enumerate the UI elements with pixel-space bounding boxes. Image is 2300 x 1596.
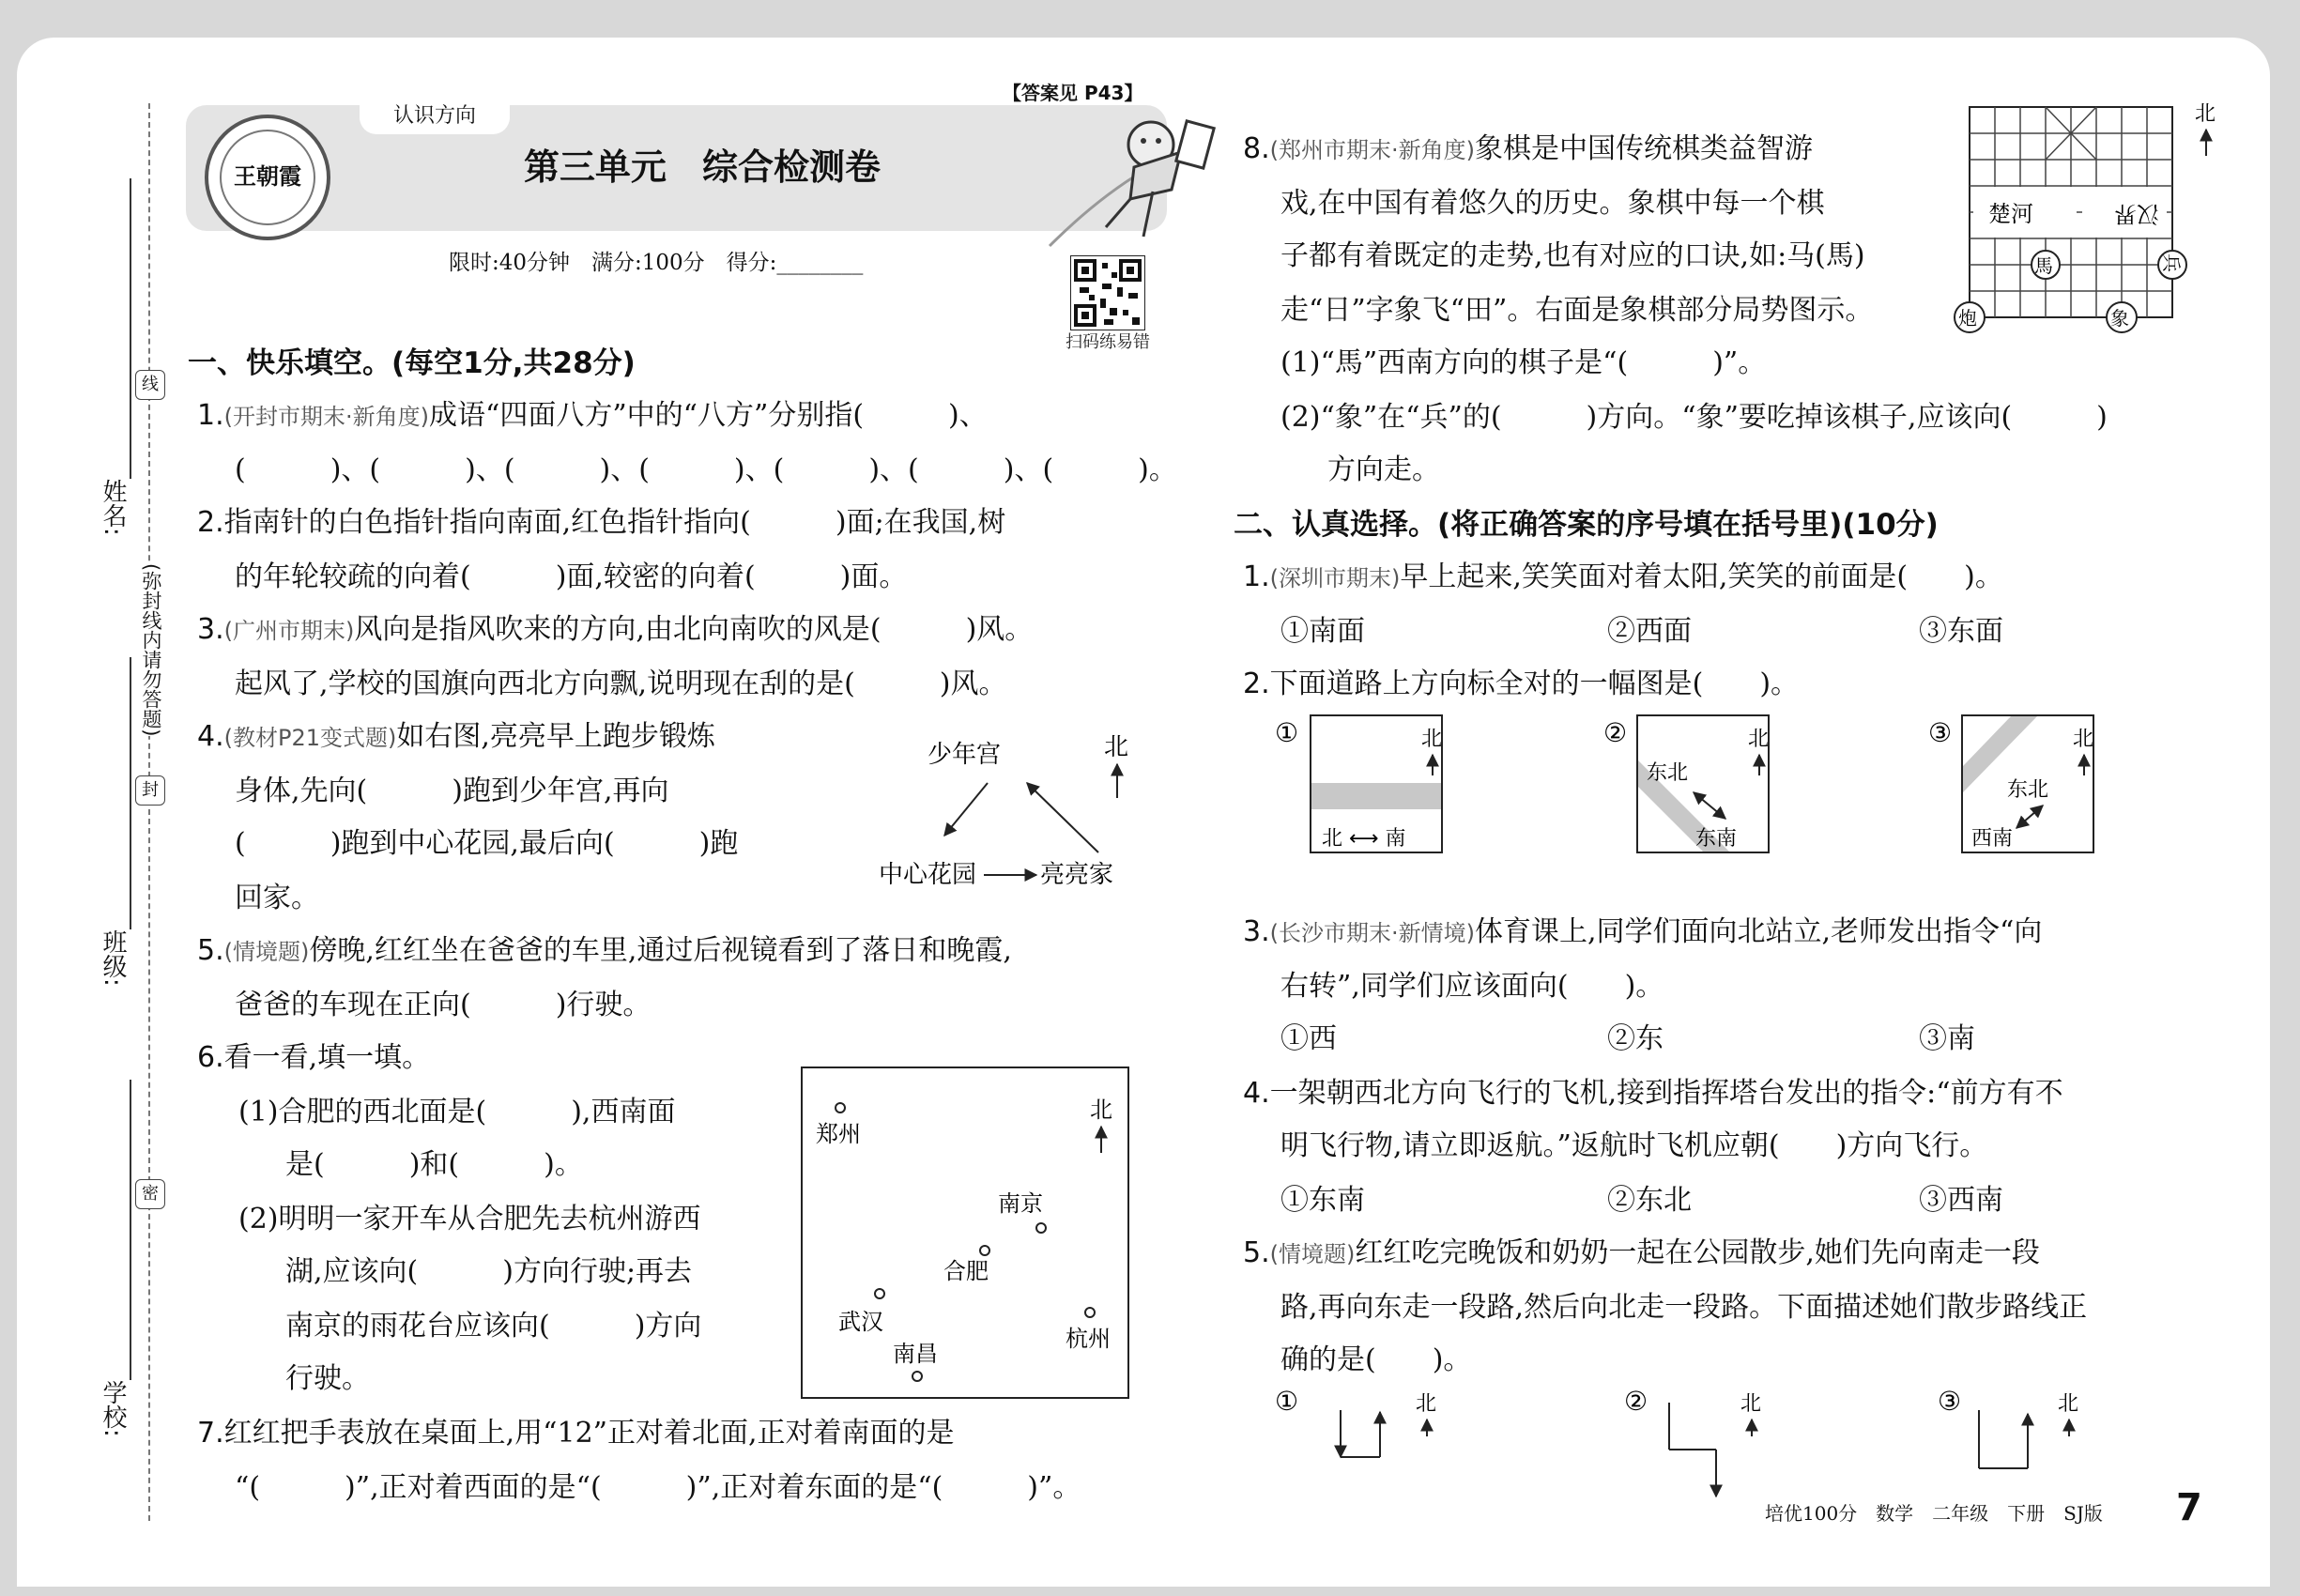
q3-line2: 起风了,学校的国旗向西北方向飘,说明现在刮的是( )风。 [235,668,1007,700]
q5 [197,924,1012,979]
name-underline [130,178,131,479]
q6-part1a: (1)合肥的西北面是( ),西南面 [238,1096,676,1128]
c4-option-2: ②东北 [1607,1184,1692,1217]
q6-part2a: (2)明明一家开车从合肥先去杭州游西 [238,1203,701,1235]
c3-option-2: ②东 [1607,1022,1664,1055]
q8-part2a: (2)“象”在“兵”的( )方向。“象”要吃掉该棋子,应该向( ) [1280,401,2108,434]
city-wuhan: 武汉 [838,1309,883,1335]
q4-source: (教材P21变式题) [223,725,397,751]
c4 [1243,1067,2063,1121]
q4-number: 4. [197,720,224,753]
q6-part2d: 行驶。 [285,1362,370,1395]
secret-char: 密 [135,1179,165,1209]
c3 [1243,905,2042,960]
c3-line1: 体育课上,同学们面向北站立,老师发出指令“向 [1474,915,2043,948]
footer-info: 培优100分 数学 二年级 下册 SJ版 [1765,1502,2103,1525]
exam-meta: 限时:40分钟 满分:100分 得分:________ [449,251,864,275]
c3-option-3: ③南 [1919,1022,1975,1055]
c5-source: (情境题) [1269,1241,1356,1267]
q6-part1b: 是( )和( )。 [285,1148,583,1181]
q2 [197,496,1005,550]
q8-number: 8. [1243,132,1270,165]
route-home-to-palace [1027,783,1098,852]
q6-city-map [801,1067,1129,1399]
city-zhengzhou: 郑州 [816,1121,861,1147]
q3-source: (广州市期末) [223,618,355,644]
q8-line4: 走“日”字象飞“田”。右面是象棋部分局势图示。 [1280,294,1874,327]
c4-line2: 明飞行物,请立即返航。”返航时飞机应朝( )方向飞行。 [1280,1129,1988,1162]
q3-number: 3. [197,613,224,646]
north-label: 北 [1104,733,1129,761]
c2-road-figures [1275,708,2120,896]
school-label: 学校: [99,1380,127,1437]
c5-fig1-north: 北 [1416,1392,1437,1416]
q1-line2: ( )、( )、( )、( )、( )、( )、( )。 [235,453,1177,486]
answer-reference: 【答案见 P43】 [1003,82,1143,104]
q8-line3: 子都有着既定的走势,也有对应的口诀,如:马(馬) [1280,239,1865,272]
q4-line3: ( )跑到中心花园,最后向( )跑 [235,827,739,860]
q4-route-diagram [852,695,1172,911]
q7-line2: “( )”,正对着西面的是“( )”,正对着东面的是“( )”。 [235,1471,1081,1504]
q5-number: 5. [197,934,224,967]
page-number: 7 [2176,1486,2202,1529]
c3-option-1: ①西 [1280,1022,1337,1055]
no-answer-note: (弥封线内请勿答题) [133,563,165,736]
q5-line2: 爸爸的车现在正向( )行驶。 [235,989,652,1021]
c2-fig2-dongbei: 东北 [1647,761,1689,785]
c2-fig3-north: 北 [2073,728,2094,751]
q1-line1: 成语“四面八方”中的“八方”分别指( )、 [428,399,988,432]
c5 [1243,1226,2040,1281]
seal-char: 封 [135,775,165,806]
c3-line2: 右转”,同学们应该面向( )。 [1280,970,1664,1003]
route-palace-to-garden [944,783,988,836]
c1-source: (深圳市期末) [1269,565,1401,591]
c1-line1: 早上起来,笑笑面对着太阳,笑笑的前面是( )。 [1400,560,2003,593]
q4-line4: 回家。 [235,882,319,914]
c2-fig1-bei-nan: 北 ⟷ 南 [1322,827,1406,851]
q3-line1: 风向是指风吹来的方向,由北向南吹的风是( )风。 [354,613,1034,646]
unit-tab: 认识方向 [360,99,510,134]
c2-fig1-number: ① [1275,717,1299,748]
section-1-title: 一、快乐填空。(每空1分,共28分) [188,346,636,380]
q2-line2: 的年轮较疏的向着( )面,较密的向着( )面。 [235,560,908,593]
c3-source: (长沙市期末·新情境) [1269,920,1475,946]
c5-fig1-number: ① [1275,1386,1299,1417]
c4-line1: 一架朝西北方向飞行的飞机,接到指挥塔台发出的指令:“前方有不 [1269,1077,2063,1110]
c1-option-3: ③东面 [1919,615,2003,648]
q7-number: 7. [197,1417,224,1450]
city-hangzhou: 杭州 [1066,1326,1111,1352]
binding-line [148,103,150,1521]
c5-number: 5. [1243,1236,1270,1269]
q6-number: 6. [197,1041,224,1074]
c3-number: 3. [1243,915,1270,948]
q8-source: (郑州市期末·新角度) [1269,137,1475,163]
q5-line1: 傍晚,红红坐在爸爸的车里,通过后视镜看到了落日和晚霞, [309,934,1012,967]
map-north-label: 北 [1090,1097,1112,1123]
q6-part2b: 湖,应该向( )方向行驶;再去 [285,1255,693,1288]
name-label: 姓名: [99,479,127,536]
c1-number: 1. [1243,560,1270,593]
c2-fig2-north: 北 [1748,728,1770,751]
q1 [197,389,988,444]
c5-line3: 确的是( )。 [1280,1343,1472,1376]
school-underline [130,1080,131,1380]
c2-fig1-north: 北 [1421,728,1443,751]
worksheet-page [17,38,2270,1587]
c5-fig2-north: 北 [1740,1392,1762,1416]
c5-route-figures [1275,1382,2120,1513]
chess-board-diagram [1941,98,2223,389]
line-char: 线 [135,370,165,400]
c1-option-2: ②西面 [1607,615,1692,648]
c1 [1243,550,2003,606]
q4 [197,710,715,765]
q7-line1: 红红把手表放在桌面上,用“12”正对着北面,正对着南面的是 [223,1417,955,1450]
q4-line1: 如右图,亮亮早上跑步锻炼 [396,720,715,753]
c2-fig2-number: ② [1603,717,1628,748]
c2-number: 2. [1243,668,1270,700]
q1-source: (开封市期末·新角度) [223,404,429,430]
c2-fig3-dongbei: 东北 [2007,778,2049,802]
q6 [197,1031,430,1085]
chess-north-label: 北 [2195,102,2216,126]
c4-number: 4. [1243,1077,1270,1110]
river-label-han: 汉界 [2114,201,2159,227]
c2-fig3-xinan: 西南 [1971,827,2014,851]
piece-cannon-label: 炮 [1958,307,1977,330]
q6-line1: 看一看,填一填。 [223,1041,431,1074]
class-underline [130,657,131,929]
q2-number: 2. [197,506,224,539]
c2-line1: 下面道路上方向标全对的一幅图是( )。 [1269,668,1800,700]
qr-code-icon [1070,255,1145,330]
river-label-chu: 楚河 [1988,201,2033,227]
c1-option-1: ①南面 [1280,615,1365,648]
piece-soldier-label: 兵 [2160,253,2183,272]
c5-fig3-number: ③ [1938,1386,1962,1417]
q8-part2b: 方向走。 [1327,453,1440,486]
q7 [197,1406,955,1461]
q8-line1: 象棋是中国传统棋类益智游 [1474,132,1813,165]
label-home: 亮亮家 [1040,861,1114,889]
q4-line2: 身体,先向( )跑到少年宫,再向 [235,775,669,807]
piece-horse-label: 馬 [2034,254,2053,277]
label-palace: 少年宫 [928,741,1002,769]
city-nanjing: 南京 [998,1190,1043,1217]
class-label: 班级: [99,929,127,987]
c2 [1243,657,1799,712]
q1-number: 1. [197,399,224,432]
c2-fig2-dongnan: 东南 [1695,827,1738,851]
q2-line1: 指南针的白色指针指向南面,红色指针指向( )面;在我国,树 [223,506,1006,539]
q8 [1243,122,1813,177]
section-2-title: 二、认真选择。(将正确答案的序号填在括号里)(10分) [1234,508,1939,542]
q3 [197,603,1033,658]
c4-option-3: ③西南 [1919,1184,2003,1217]
decor-kid-icon [1040,86,1219,255]
city-nanchang: 南昌 [893,1341,938,1367]
c4-option-1: ①东南 [1280,1184,1365,1217]
page-title: 第三单元 综合检测卷 [523,146,881,188]
c2-fig3-number: ③ [1928,717,1953,748]
q8-line2: 戏,在中国有着悠久的历史。象棋中每一个棋 [1280,187,1825,220]
q5-source: (情境题) [223,939,310,965]
c5-line2: 路,再向东走一段路,然后向北走一段路。下面描述她们散步路线正 [1280,1291,2088,1324]
city-hefei: 合肥 [943,1258,989,1284]
piece-elephant-label: 象 [2110,307,2129,330]
logo-text: 王朝霞 [234,163,301,190]
c5-fig3-north: 北 [2058,1392,2079,1416]
qr-caption: 扫码练易错 [1066,332,1150,352]
label-garden: 中心花园 [879,861,977,889]
c5-fig2-number: ② [1624,1386,1648,1417]
q8-part1: (1)“馬”西南方向的棋子是“( )”。 [1280,346,1767,379]
brand-logo [205,115,330,240]
c5-line1: 红红吃完晚饭和奶奶一起在公园散步,她们先向南走一段 [1355,1236,2040,1269]
q6-part2c: 南京的雨花台应该向( )方向 [285,1310,702,1343]
